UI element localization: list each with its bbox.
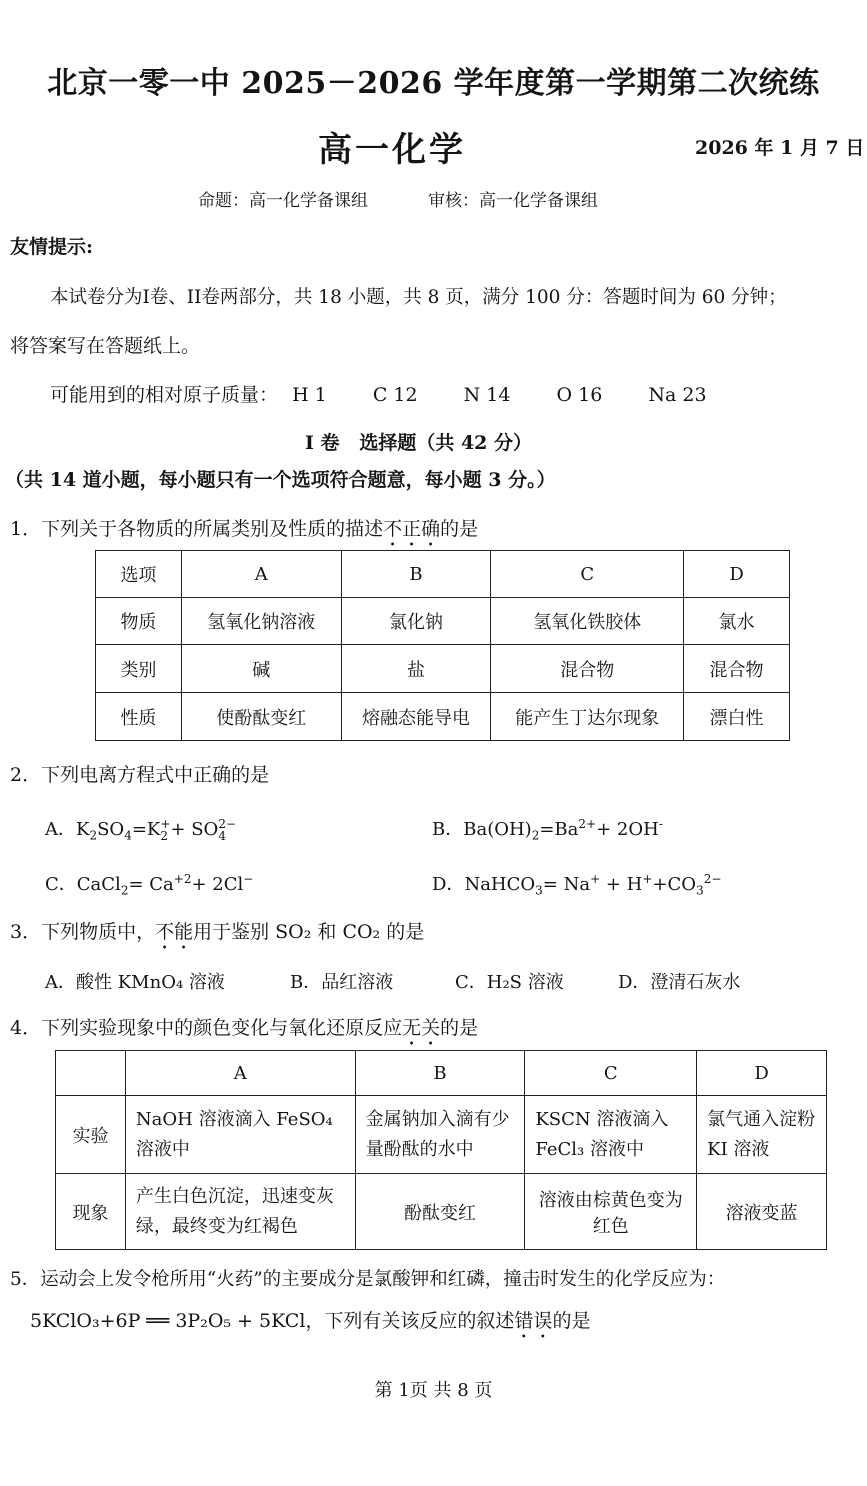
q1-cell: B	[341, 551, 491, 598]
section-title: I 卷 选择题（共 42 分）	[305, 432, 533, 454]
q1-suffix: 的是	[440, 518, 479, 540]
section-instructions: （共 14 道小题，每小题只有一个选项符合题意，每小题 3 分。）	[5, 469, 556, 491]
q1-cell: 混合物	[491, 645, 684, 693]
q4-cell: 溶液变蓝	[697, 1174, 827, 1250]
atomic-masses	[50, 380, 707, 407]
mass-o: O 16	[556, 384, 603, 406]
q1-prefix: 1．下列关于各物质的所属类别及性质的描述	[10, 518, 384, 540]
q3-option-b: B．品红溶液	[290, 972, 394, 993]
q2-option-a: A．$K_2SO_4=K$ + 2 + SO 2− 4	[45, 817, 237, 843]
question-2-stem: 2．下列电离方程式中正确的是	[10, 764, 270, 786]
q2-option-b: B．$Ba(OH)_2=Ba^{2+}+ 2OH^-$	[432, 817, 663, 843]
q1-cell: D	[684, 551, 790, 598]
q1-cell: 氢氧化铁胶体	[491, 598, 684, 645]
exam-title: 北京一零一中 2025－2026 学年度第一学期第二次统练	[47, 66, 820, 101]
q1-cell: 能产生丁达尔现象	[491, 693, 684, 741]
q4-cell: C	[525, 1051, 697, 1096]
q1-cell: 盐	[341, 645, 491, 693]
q4-cell: NaOH 溶液滴入 FeSO₄ 溶液中	[125, 1096, 355, 1174]
q1-cell: 碱	[181, 645, 341, 693]
q4-suffix: 的是	[440, 1017, 479, 1039]
q3-option-a: A．酸性 KMnO₄ 溶液	[45, 972, 225, 993]
q1-cell: 氯水	[684, 598, 790, 645]
mass-na: Na 23	[648, 384, 707, 406]
question-4-stem	[10, 1013, 478, 1050]
q3-suffix: 用于鉴别 SO₂ 和 CO₂ 的是	[193, 921, 425, 943]
notice-line-2: 将答案写在答题纸上。	[10, 335, 201, 357]
q4-cell: 金属钠加入滴有少量酚酞的水中	[355, 1096, 525, 1174]
mass-c: C 12	[372, 384, 418, 406]
q1-cell: 使酚酞变红	[181, 693, 341, 741]
q1-cell: 氯化钠	[341, 598, 491, 645]
q1-emphasis: 不正确	[383, 518, 441, 540]
q4-prefix: 4．下列实验现象中的颜色变化与氧化还原反应	[10, 1017, 403, 1039]
mass-n: N 14	[463, 384, 511, 406]
q5-prefix: 下列有关该反应的叙述	[324, 1310, 515, 1332]
q4-cell: 产生白色沉淀，迅速变灰绿，最终变为红褐色	[125, 1174, 355, 1250]
q2-option-d: D．NaHCO$_3$= $Na^+ + H^++CO_3^{2-}$	[432, 872, 722, 898]
question-5-line-2	[30, 1306, 590, 1343]
page-footer: 第 1页 共 8 页	[374, 1380, 493, 1401]
subject-title: 高一化学	[318, 130, 466, 170]
question-4-table	[55, 1050, 827, 1250]
question-3-stem	[10, 917, 424, 954]
q1-cell: 类别	[96, 645, 182, 693]
q1-cell: 漂白性	[684, 693, 790, 741]
q5-equation: 5KClO₃+6P ══ 3P₂O₅ + 5KCl，	[30, 1310, 325, 1332]
q3-option-d: D．澄清石灰水	[618, 972, 741, 993]
q5-suffix: 的是	[552, 1310, 591, 1332]
exam-date: 2026 年 1 月 7 日	[695, 137, 865, 159]
q4-cell: 溶液由棕黄色变为红色	[525, 1174, 697, 1250]
q4-cell: 实验	[56, 1096, 126, 1174]
q4-cell: 现象	[56, 1174, 126, 1250]
q3-prefix: 3．下列物质中，	[10, 921, 156, 943]
q3-emphasis: 不能	[155, 921, 194, 943]
q2-option-c: C．CaCl$_2$= $Ca^{+2}+ 2Cl^-$	[45, 872, 254, 898]
mass-h: H 1	[292, 384, 327, 406]
q4-cell: 酚酞变红	[355, 1174, 525, 1250]
q1-cell: 熔融态能导电	[341, 693, 491, 741]
q4-cell: KSCN 溶液滴入 FeCl₃ 溶液中	[525, 1096, 697, 1174]
q1-cell: 性质	[96, 693, 182, 741]
notice-heading: 友情提示:	[10, 236, 94, 258]
author: 命题：高一化学备课组	[198, 191, 368, 211]
q4-emphasis: 无关	[402, 1017, 441, 1039]
q1-cell: 选项	[96, 551, 182, 598]
reviewer: 审核：高一化学备课组	[428, 191, 598, 211]
notice-line-1: 本试卷分为I卷、II卷两部分，共 18 小题，共 8 页，满分 100 分：答题时间为 60 分钟；	[50, 287, 787, 308]
question-1-stem	[10, 514, 478, 551]
q4-cell: B	[355, 1051, 525, 1096]
q1-cell: 氢氧化钠溶液	[181, 598, 341, 645]
q4-cell: D	[697, 1051, 827, 1096]
q1-cell: C	[491, 551, 684, 598]
q1-cell: 混合物	[684, 645, 790, 693]
q4-cell: 氯气通入淀粉 KI 溶液	[697, 1096, 827, 1174]
question-5-stem: 5．运动会上发令枪所用“火药”的主要成分是氯酸钾和红磷，撞击时发生的化学反应为：	[10, 1269, 726, 1290]
q1-cell: 物质	[96, 598, 182, 645]
q4-cell: A	[125, 1051, 355, 1096]
q4-cell	[56, 1051, 126, 1096]
question-1-table	[95, 550, 790, 741]
q5-emphasis: 错误	[514, 1310, 553, 1332]
author-line	[198, 186, 658, 211]
q1-cell: A	[181, 551, 341, 598]
q3-option-c: C．H₂S 溶液	[455, 972, 564, 993]
atomic-masses-label: 可能用到的相对原子质量：	[50, 384, 279, 406]
